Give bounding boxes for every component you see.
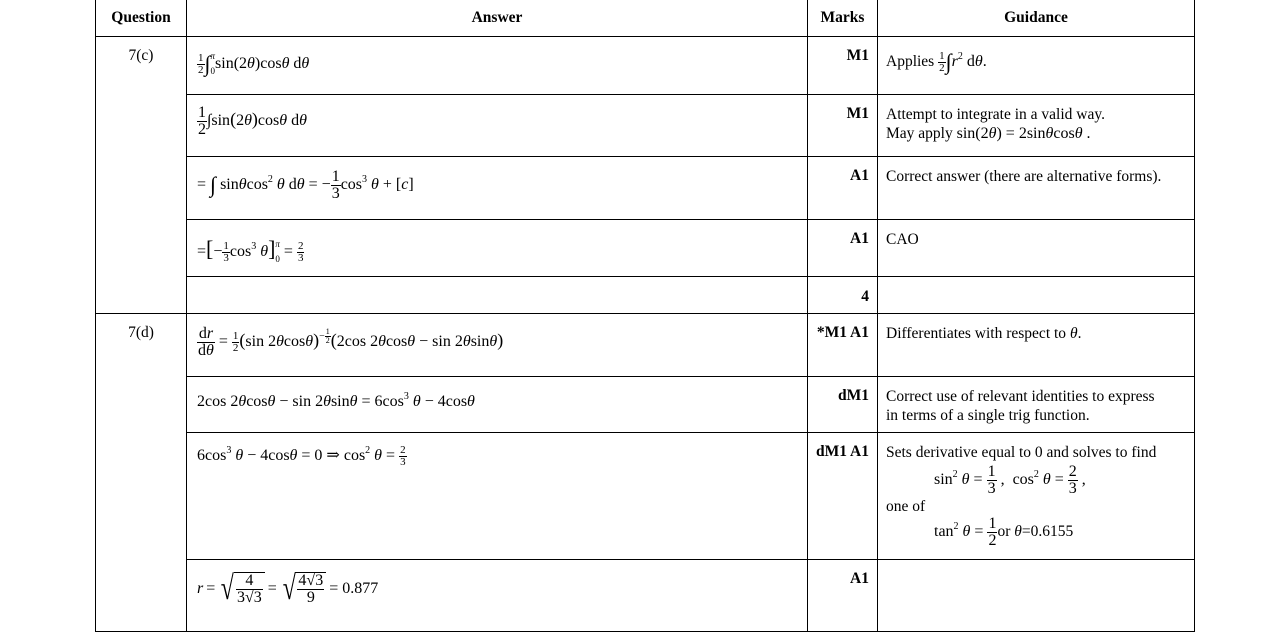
guidance-cell: Differentiates with respect to θ. — [878, 314, 1195, 377]
guidance-cell: Applies $\frac{1}{2}$ $\int r^2$ dθ. — [878, 37, 1195, 95]
answer-cell — [187, 314, 808, 377]
header-guidance: Guidance — [878, 0, 1195, 37]
mark-cell: *M1 A1 — [808, 314, 878, 377]
math-expression: $\frac{dr}{d\theta}$ = $\frac{1}{2}$ (sin 2θcosθ)$^{- \frac{1}{2}}$ (2cos 2θcosθ − sin 2θsinθ) — [198, 325, 504, 359]
table-row — [96, 157, 1195, 220]
table-row — [96, 277, 1195, 314]
answer-cell — [187, 95, 808, 157]
table-row — [96, 377, 1195, 433]
math-expression: 2cos $2\theta\cos\theta - \sin 2\theta\sin\theta = 6\cos^3$ θ − 4cosθ — [197, 391, 475, 410]
mark-scheme-table — [95, 0, 1195, 632]
math-expression: $\tan^2 \theta$ = $\frac{1}{2}$ — [934, 515, 997, 549]
header-answer: Answer — [187, 0, 808, 37]
header-marks: Marks — [808, 0, 878, 37]
math-expression: $\frac{1}{2}$ ∫ π 0 sin(2θ)cosθ dθ — [198, 51, 310, 77]
math-expression: r = √ $\frac{4}{3√3}$ = √ $\frac{4√3}{9}$ = 0.877 — [197, 570, 379, 607]
mark-cell: dM1 — [808, 377, 878, 433]
mark-cell: A1 — [808, 157, 878, 220]
guidance-cell: Sets derivative equal to 0 and solves to find $\sin^2 \theta$ = $\frac{1}{3}$ , $\cos^2 \theta$ = $\frac{2}{3}$ , one of $\tan^2 \theta$ = $\frac{1}{2}$ or θ=0.6155 — [878, 433, 1195, 560]
table-row — [96, 433, 1195, 560]
question-label-7d: 7(d) — [96, 314, 187, 632]
guidance-cell: Attempt to integrate in a valid way. May apply sin(2θ) = 2sinθcosθ . — [878, 95, 1195, 157]
mark-cell: M1 — [808, 37, 878, 95]
mark-cell: A1 — [808, 220, 878, 277]
table-row — [96, 314, 1195, 377]
math-expression: $\frac{1}{2}$ ∫sin(2θ)cosθ dθ — [198, 104, 307, 138]
guidance-cell — [878, 277, 1195, 314]
mark-cell: dM1 A1 — [808, 433, 878, 560]
math-expression: sin(2θ) = 2sinθcosθ . — [956, 125, 1091, 142]
mark-cell: A1 — [808, 560, 878, 632]
header-row — [96, 0, 1195, 37]
mark-cell: M1 — [808, 95, 878, 157]
table-row — [96, 220, 1195, 277]
answer-cell — [187, 37, 808, 95]
guidance-cell: CAO — [878, 220, 1195, 277]
total-marks: 4 — [808, 277, 878, 314]
table-row — [96, 560, 1195, 632]
header-question: Question — [96, 0, 187, 37]
guidance-cell: Correct use of relevant identities to express in terms of a single trig function. — [878, 377, 1195, 433]
table-row — [96, 37, 1195, 95]
math-expression: $6\cos^3$ θ − 4cosθ = 0 ⇒ $\cos^2 \theta$ = $\frac{2}{3}$ — [197, 444, 406, 468]
answer-cell — [187, 220, 808, 277]
table-row — [96, 95, 1195, 157]
guidance-cell: Correct answer (there are alternative forms). — [878, 157, 1195, 220]
answer-cell — [187, 277, 808, 314]
answer-cell — [187, 157, 808, 220]
math-expression: $\frac{1}{2}$ $\int r^2$ dθ. — [939, 49, 987, 74]
math-expression: = ∫ sinθcos$^2$ θ dθ = − $\frac{1}{3}$ $\cos^3 \theta + [c]$ — [197, 168, 414, 202]
answer-cell — [187, 433, 808, 560]
question-label-7c: 7(c) — [96, 37, 187, 314]
guidance-cell — [878, 560, 1195, 632]
math-expression: =[− $\frac{1}{3}$ $\cos^3 \theta$] π 0 = $\frac{2}{3}$ — [197, 236, 304, 265]
math-expression: $\sin^2 \theta$ = $\frac{1}{3}$ , $\cos^2 \theta$ = $\frac{2}{3}$ , — [934, 463, 1086, 497]
answer-cell — [187, 560, 808, 632]
answer-cell — [187, 377, 808, 433]
